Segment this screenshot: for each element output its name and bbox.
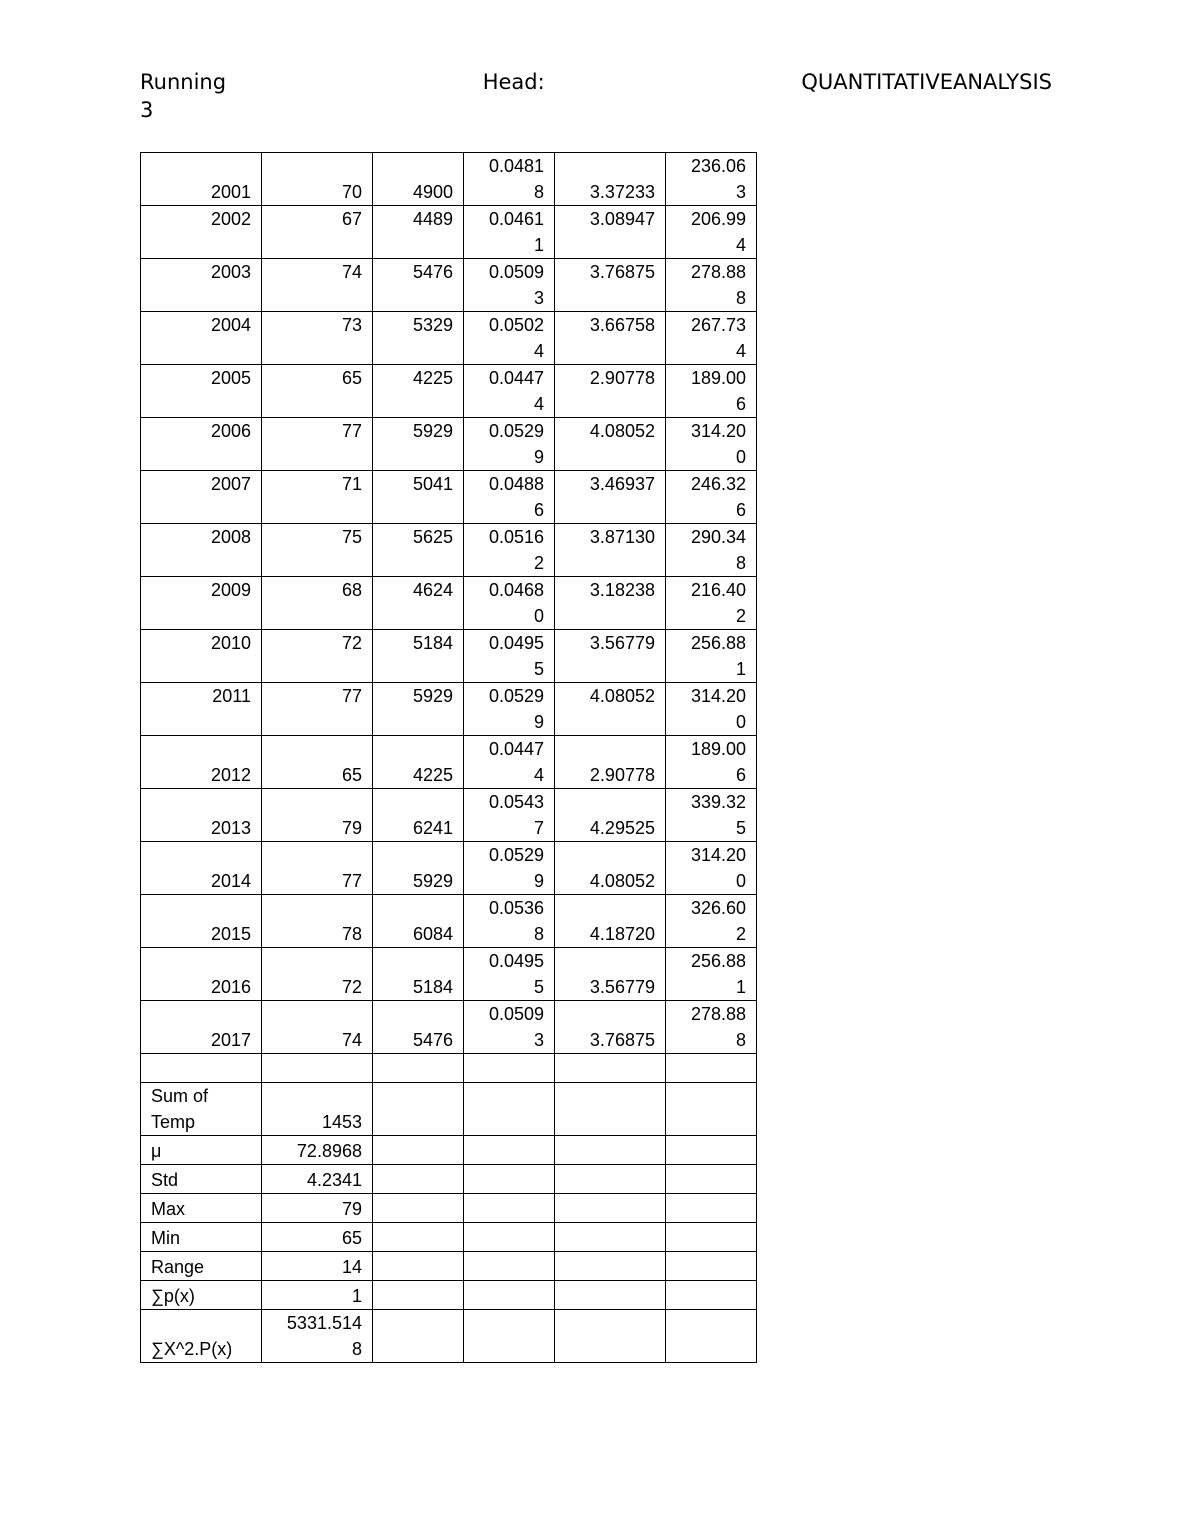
year-cell: 2014 xyxy=(141,842,262,895)
x-times-p-cell: 3.56779 xyxy=(555,630,666,683)
temp-cell: 77 xyxy=(262,842,373,895)
x-times-p-cell: 4.18720 xyxy=(555,895,666,948)
x-squared-times-p-cell: 326.60 2 xyxy=(666,895,757,948)
x-times-p-cell: 3.66758 xyxy=(555,312,666,365)
temp-cell: 72 xyxy=(262,630,373,683)
temp-squared-cell: 5929 xyxy=(373,683,464,736)
temp-cell: 73 xyxy=(262,312,373,365)
empty-cell xyxy=(464,1281,555,1310)
year-cell: 2011 xyxy=(141,683,262,736)
x-times-p-cell: 3.87130 xyxy=(555,524,666,577)
temp-squared-cell: 4900 xyxy=(373,153,464,206)
empty-cell xyxy=(666,1083,757,1136)
year-cell: 2003 xyxy=(141,259,262,312)
temp-squared-cell: 6084 xyxy=(373,895,464,948)
empty-cell xyxy=(262,1054,373,1083)
running-head-head: Head: xyxy=(482,70,545,94)
x-times-p-cell: 3.37233 xyxy=(555,153,666,206)
empty-cell xyxy=(464,1310,555,1363)
x-squared-times-p-cell: 314.20 0 xyxy=(666,418,757,471)
running-head-label: Running xyxy=(140,70,227,94)
empty-cell xyxy=(464,1252,555,1281)
x-squared-times-p-cell: 216.40 2 xyxy=(666,577,757,630)
temp-cell: 65 xyxy=(262,365,373,418)
summary-value: 4.2341 xyxy=(262,1165,373,1194)
summary-row xyxy=(141,1310,757,1363)
temp-cell: 71 xyxy=(262,471,373,524)
temp-cell: 74 xyxy=(262,259,373,312)
table-row xyxy=(141,1001,757,1054)
summary-row xyxy=(141,1136,757,1165)
temp-squared-cell: 5476 xyxy=(373,1001,464,1054)
summary-value: 5331.514 8 xyxy=(262,1310,373,1363)
empty-cell xyxy=(666,1194,757,1223)
x-squared-times-p-cell: 246.32 6 xyxy=(666,471,757,524)
empty-cell xyxy=(555,1136,666,1165)
temp-squared-cell: 5041 xyxy=(373,471,464,524)
year-cell: 2016 xyxy=(141,948,262,1001)
x-times-p-cell: 4.08052 xyxy=(555,842,666,895)
empty-cell xyxy=(555,1194,666,1223)
summary-label: Max xyxy=(141,1194,262,1223)
probability-cell: 0.0481 8 xyxy=(464,153,555,206)
summary-row xyxy=(141,1281,757,1310)
running-head xyxy=(140,68,1052,124)
temp-cell: 68 xyxy=(262,577,373,630)
table-row xyxy=(141,683,757,736)
empty-cell xyxy=(373,1194,464,1223)
empty-row xyxy=(141,1054,757,1083)
probability-cell: 0.0529 9 xyxy=(464,842,555,895)
empty-cell xyxy=(373,1136,464,1165)
empty-cell xyxy=(464,1083,555,1136)
x-squared-times-p-cell: 267.73 4 xyxy=(666,312,757,365)
x-squared-times-p-cell: 189.00 6 xyxy=(666,736,757,789)
x-times-p-cell: 4.29525 xyxy=(555,789,666,842)
empty-cell xyxy=(666,1054,757,1083)
x-squared-times-p-cell: 314.20 0 xyxy=(666,683,757,736)
x-times-p-cell: 4.08052 xyxy=(555,683,666,736)
table-row xyxy=(141,842,757,895)
empty-cell xyxy=(555,1223,666,1252)
x-times-p-cell: 3.46937 xyxy=(555,471,666,524)
empty-cell xyxy=(666,1223,757,1252)
temp-cell: 67 xyxy=(262,206,373,259)
table-row xyxy=(141,312,757,365)
empty-cell xyxy=(666,1252,757,1281)
x-times-p-cell: 3.18238 xyxy=(555,577,666,630)
probability-cell: 0.0543 7 xyxy=(464,789,555,842)
probability-cell: 0.0516 2 xyxy=(464,524,555,577)
temp-squared-cell: 5625 xyxy=(373,524,464,577)
table-row xyxy=(141,577,757,630)
empty-cell xyxy=(555,1083,666,1136)
table-row xyxy=(141,524,757,577)
empty-cell xyxy=(373,1083,464,1136)
x-times-p-cell: 3.56779 xyxy=(555,948,666,1001)
x-squared-times-p-cell: 339.32 5 xyxy=(666,789,757,842)
temp-cell: 72 xyxy=(262,948,373,1001)
x-squared-times-p-cell: 256.88 1 xyxy=(666,630,757,683)
page-number: 3 xyxy=(140,98,154,122)
empty-cell xyxy=(464,1054,555,1083)
summary-value: 14 xyxy=(262,1252,373,1281)
year-cell: 2002 xyxy=(141,206,262,259)
summary-label: μ xyxy=(141,1136,262,1165)
x-squared-times-p-cell: 290.34 8 xyxy=(666,524,757,577)
empty-cell xyxy=(464,1136,555,1165)
year-cell: 2015 xyxy=(141,895,262,948)
empty-cell xyxy=(666,1310,757,1363)
temp-squared-cell: 5184 xyxy=(373,948,464,1001)
year-cell: 2010 xyxy=(141,630,262,683)
summary-label: Range xyxy=(141,1252,262,1281)
year-cell: 2006 xyxy=(141,418,262,471)
probability-cell: 0.0468 0 xyxy=(464,577,555,630)
probability-cell: 0.0509 3 xyxy=(464,1001,555,1054)
table-row xyxy=(141,736,757,789)
table-row xyxy=(141,630,757,683)
empty-cell xyxy=(373,1281,464,1310)
empty-cell xyxy=(373,1252,464,1281)
temp-squared-cell: 4624 xyxy=(373,577,464,630)
summary-row xyxy=(141,1194,757,1223)
year-cell: 2001 xyxy=(141,153,262,206)
probability-cell: 0.0502 4 xyxy=(464,312,555,365)
year-cell: 2017 xyxy=(141,1001,262,1054)
table-row xyxy=(141,471,757,524)
x-squared-times-p-cell: 236.06 3 xyxy=(666,153,757,206)
empty-cell xyxy=(666,1136,757,1165)
empty-cell xyxy=(666,1165,757,1194)
temp-squared-cell: 4225 xyxy=(373,736,464,789)
temp-cell: 79 xyxy=(262,789,373,842)
x-times-p-cell: 3.76875 xyxy=(555,259,666,312)
empty-cell xyxy=(464,1165,555,1194)
x-squared-times-p-cell: 189.00 6 xyxy=(666,365,757,418)
empty-cell xyxy=(555,1165,666,1194)
year-cell: 2012 xyxy=(141,736,262,789)
x-times-p-cell: 3.08947 xyxy=(555,206,666,259)
summary-label: Sum of Temp xyxy=(141,1083,262,1136)
summary-label: ∑p(x) xyxy=(141,1281,262,1310)
temp-cell: 77 xyxy=(262,418,373,471)
x-squared-times-p-cell: 278.88 8 xyxy=(666,1001,757,1054)
x-squared-times-p-cell: 278.88 8 xyxy=(666,259,757,312)
summary-row xyxy=(141,1165,757,1194)
probability-cell: 0.0495 5 xyxy=(464,630,555,683)
running-head-title: QUANTITATIVEANALYSIS xyxy=(801,70,1052,94)
empty-cell xyxy=(464,1223,555,1252)
empty-cell xyxy=(555,1252,666,1281)
temp-squared-cell: 6241 xyxy=(373,789,464,842)
summary-value: 79 xyxy=(262,1194,373,1223)
x-squared-times-p-cell: 256.88 1 xyxy=(666,948,757,1001)
x-times-p-cell: 2.90778 xyxy=(555,365,666,418)
probability-cell: 0.0495 5 xyxy=(464,948,555,1001)
temp-squared-cell: 5476 xyxy=(373,259,464,312)
probability-cell: 0.0529 9 xyxy=(464,418,555,471)
summary-label: ∑X^2.P(x) xyxy=(141,1310,262,1363)
probability-cell: 0.0536 8 xyxy=(464,895,555,948)
summary-value: 1453 xyxy=(262,1083,373,1136)
empty-cell xyxy=(464,1194,555,1223)
table-row xyxy=(141,259,757,312)
table-row xyxy=(141,153,757,206)
temp-cell: 70 xyxy=(262,153,373,206)
probability-cell: 0.0447 4 xyxy=(464,736,555,789)
probability-cell: 0.0529 9 xyxy=(464,683,555,736)
temp-squared-cell: 4225 xyxy=(373,365,464,418)
temp-cell: 75 xyxy=(262,524,373,577)
empty-cell xyxy=(373,1165,464,1194)
x-times-p-cell: 3.76875 xyxy=(555,1001,666,1054)
empty-cell xyxy=(555,1281,666,1310)
x-squared-times-p-cell: 314.20 0 xyxy=(666,842,757,895)
empty-cell xyxy=(373,1310,464,1363)
temp-squared-cell: 5184 xyxy=(373,630,464,683)
summary-row xyxy=(141,1252,757,1281)
temp-squared-cell: 5929 xyxy=(373,418,464,471)
summary-row xyxy=(141,1083,757,1136)
probability-cell: 0.0509 3 xyxy=(464,259,555,312)
temp-squared-cell: 4489 xyxy=(373,206,464,259)
x-times-p-cell: 2.90778 xyxy=(555,736,666,789)
year-cell: 2004 xyxy=(141,312,262,365)
year-cell: 2007 xyxy=(141,471,262,524)
temp-squared-cell: 5329 xyxy=(373,312,464,365)
table-row xyxy=(141,789,757,842)
year-cell: 2005 xyxy=(141,365,262,418)
temp-cell: 78 xyxy=(262,895,373,948)
summary-value: 65 xyxy=(262,1223,373,1252)
data-table xyxy=(140,152,757,1363)
probability-cell: 0.0488 6 xyxy=(464,471,555,524)
year-cell: 2009 xyxy=(141,577,262,630)
summary-label: Min xyxy=(141,1223,262,1252)
temp-squared-cell: 5929 xyxy=(373,842,464,895)
x-squared-times-p-cell: 206.99 4 xyxy=(666,206,757,259)
temp-cell: 74 xyxy=(262,1001,373,1054)
summary-value: 1 xyxy=(262,1281,373,1310)
temp-cell: 65 xyxy=(262,736,373,789)
empty-cell xyxy=(373,1054,464,1083)
empty-cell xyxy=(666,1281,757,1310)
table-row xyxy=(141,948,757,1001)
year-cell: 2013 xyxy=(141,789,262,842)
probability-cell: 0.0461 1 xyxy=(464,206,555,259)
empty-cell xyxy=(555,1054,666,1083)
empty-cell xyxy=(555,1310,666,1363)
probability-cell: 0.0447 4 xyxy=(464,365,555,418)
table-row xyxy=(141,418,757,471)
summary-label: Std xyxy=(141,1165,262,1194)
x-times-p-cell: 4.08052 xyxy=(555,418,666,471)
empty-cell xyxy=(141,1054,262,1083)
year-cell: 2008 xyxy=(141,524,262,577)
table-row xyxy=(141,206,757,259)
table-row xyxy=(141,365,757,418)
summary-row xyxy=(141,1223,757,1252)
table-row xyxy=(141,895,757,948)
temp-cell: 77 xyxy=(262,683,373,736)
empty-cell xyxy=(373,1223,464,1252)
summary-value: 72.8968 xyxy=(262,1136,373,1165)
